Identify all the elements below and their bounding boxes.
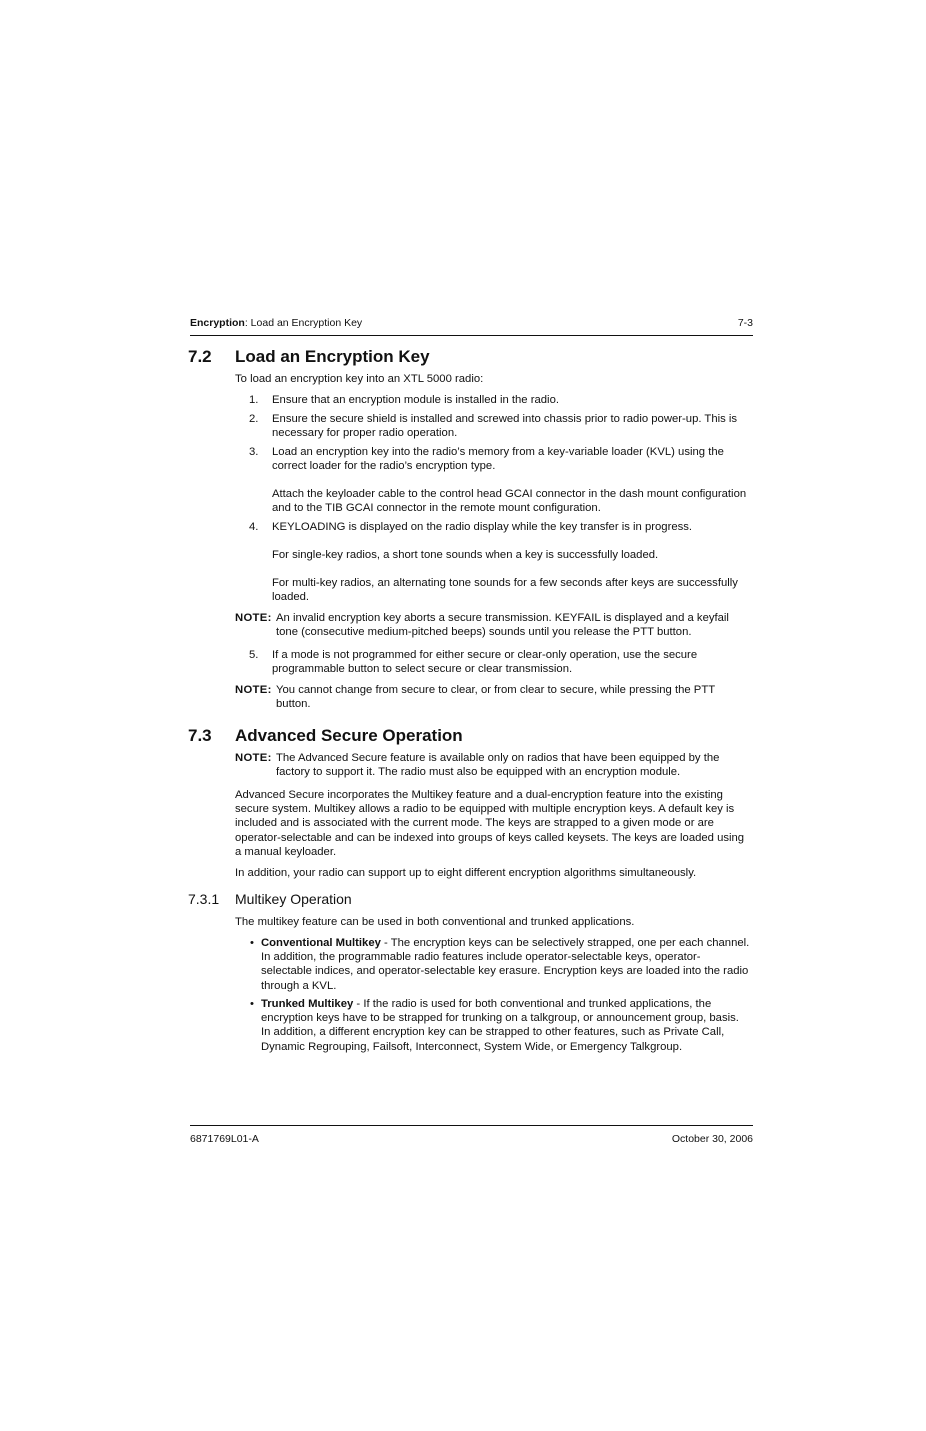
subsection-number: 7.3.1 <box>188 891 220 907</box>
header-section: : Load an Encryption Key <box>244 317 363 329</box>
list-text: If a mode is not programmed for either secure or clear-only operation, use the secure programmable button to select secure or clear transmission. <box>272 649 698 676</box>
list-text: Ensure that an encryption module is installed in the radio. <box>272 394 559 406</box>
note-label: NOTE: <box>235 684 272 696</box>
step-detail: For multi-key radios, an alternating tone sounds for a few seconds after keys are successfully loaded. <box>272 577 738 604</box>
header-page-number: 7-3 <box>737 317 753 329</box>
section-title: Advanced Secure Operation <box>235 726 463 745</box>
footer-rule <box>190 1125 753 1126</box>
note-label: NOTE: <box>235 752 272 764</box>
paragraph: The multikey feature can be used in both conventional and trunked applications. <box>235 916 635 928</box>
list-text: Load an encryption key into the radio’s memory from a key-variable loader (KVL) using the correct loader for the radio’s encryption type. <box>272 446 724 473</box>
bullet-icon: • <box>250 937 254 949</box>
paragraph: In addition, your radio can support up to eight different encryption algorithms simultaneously. <box>235 867 697 879</box>
header-chapter: Encryption <box>190 317 245 329</box>
bullet-text: - If the radio is used for both conventional and trunked applications, the encryption keys have to be strapped for trunking on a talkgroup, or announcement group, basis. In addition, a different encryption key can be strapped to other features, such as Private Call, Dynamic Regrouping, Failsoft, Interconnect, System Wide, or Emergency Talkgroup. <box>261 998 739 1053</box>
note-label: NOTE: <box>235 612 272 624</box>
note-text: An invalid encryption key aborts a secure transmission. KEYFAIL is displayed and a keyfail tone (consecutive medium-pitched beeps) sounds until you release the PTT button. <box>276 612 729 639</box>
section-number: 7.3 <box>188 726 212 745</box>
list-number: 1. <box>249 394 259 406</box>
document-number: 6871769L01-A <box>190 1133 259 1145</box>
header-title <box>190 317 362 329</box>
document-date: October 30, 2006 <box>671 1133 753 1145</box>
paragraph: Advanced Secure incorporates the Multikey feature and a dual-encryption feature into the existing secure system. Multikey allows a radio to be equipped with multiple encryption keys. A default key is included and is associated with the current mode. The keys are strapped to a given mode or are operator-selectable and can be indexed into groups of keys called keysets. The keys are loaded using a manual keyloader. <box>235 789 745 858</box>
step-detail: For single-key radios, a short tone sounds when a key is successfully loaded. <box>272 549 659 561</box>
bullet-term: Trunked Multikey <box>261 998 354 1010</box>
list-text: Ensure the secure shield is installed and screwed into chassis prior to radio power-up. This is necessary for proper radio operation. <box>272 413 738 440</box>
list-number: 2. <box>249 413 259 425</box>
list-text: KEYLOADING is displayed on the radio display while the key transfer is in progress. <box>272 521 693 533</box>
section-intro: To load an encryption key into an XTL 5000 radio: <box>235 373 484 385</box>
note-text: The Advanced Secure feature is available only on radios that have been equipped by the factory to support it. The radio must also be equipped with an encryption module. <box>276 752 720 779</box>
section-title: Load an Encryption Key <box>235 347 430 366</box>
subsection-title: Multikey Operation <box>235 891 352 907</box>
list-number: 4. <box>249 521 259 533</box>
header-rule <box>190 335 753 336</box>
bullet-text: - The encryption keys can be selectively strapped, one per each channel. In addition, the programmable radio features include operator-selectable keys, operator-selectable indices, and operator-selectable key erasure. Encryption keys are loaded into the radio through a KVL. <box>261 937 750 992</box>
bullet-icon: • <box>250 998 254 1010</box>
list-number: 5. <box>249 649 259 661</box>
note-text: You cannot change from secure to clear, or from clear to secure, while pressing the PTT button. <box>276 684 715 711</box>
step-detail: Attach the keyloader cable to the control head GCAI connector in the dash mount configuration and to the TIB GCAI connector in the remote mount configuration. <box>272 488 747 515</box>
section-number: 7.2 <box>188 347 212 366</box>
bullet-term: Conventional Multikey <box>261 937 381 949</box>
list-number: 3. <box>249 446 259 458</box>
